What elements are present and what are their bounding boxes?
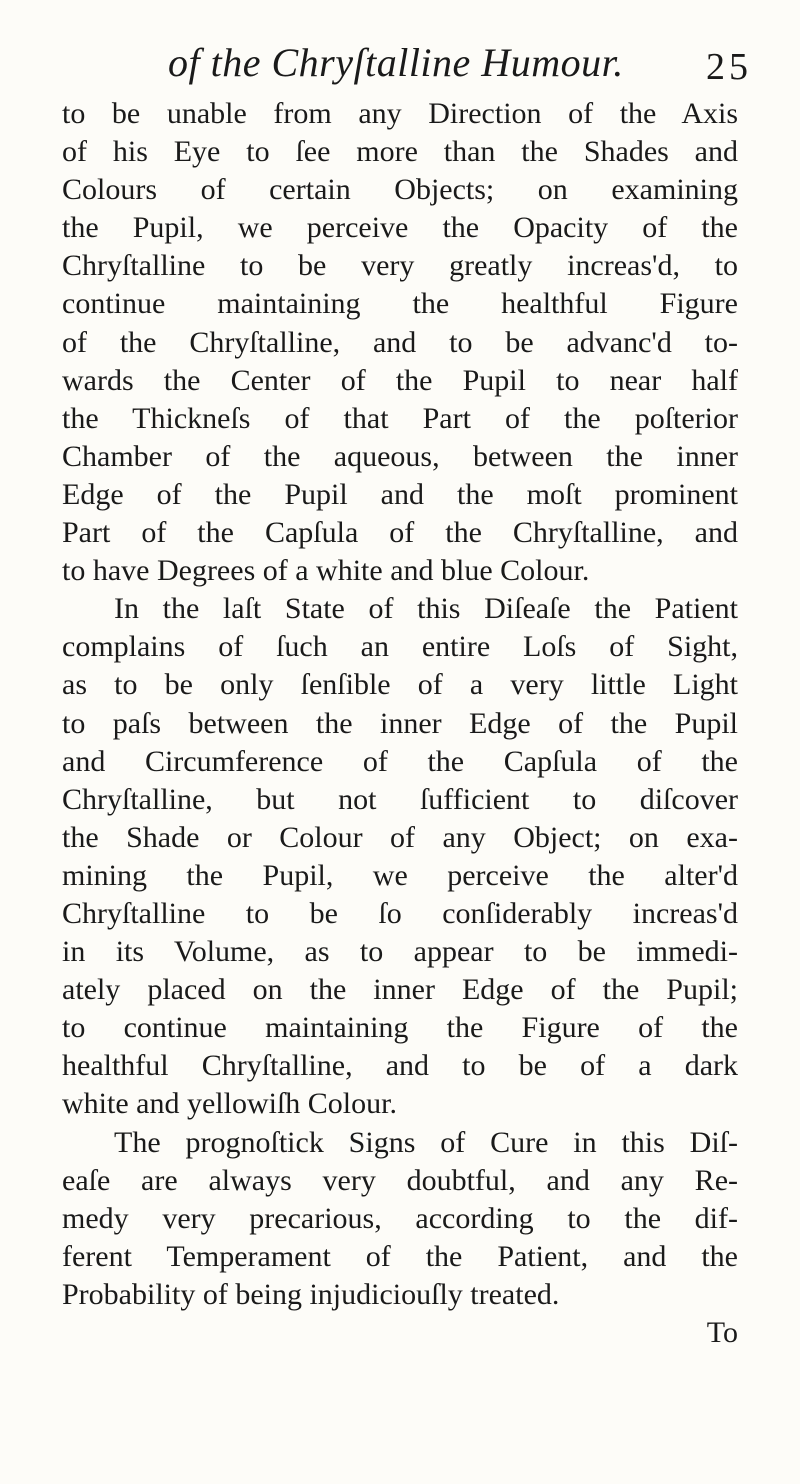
text-line: eaſe are always very doubtful, and any Re- bbox=[62, 1163, 738, 1197]
text-line: in its Volume, as to appear to be immedi- bbox=[62, 935, 738, 969]
text-line: to be unable from any Direction of the Axis bbox=[62, 97, 738, 130]
text-line: healthful Chryſtalline, and to be of a dark bbox=[62, 1049, 738, 1083]
page-number: 25 bbox=[706, 46, 752, 88]
text-line: Chamber of the aqueous, between the inner bbox=[62, 439, 738, 473]
text-line: mining the Pupil, we perceive the alter'd bbox=[62, 858, 738, 892]
paragraph-start-line: In the laſt State of this Diſeaſe the Patient bbox=[114, 592, 738, 626]
text-line: Chryſtalline, but not ſufficient to diſcover bbox=[62, 782, 738, 816]
paragraph-start-line: The prognoſtick Signs of Cure in this Diſ- bbox=[114, 1125, 738, 1159]
text-line: Edge of the Pupil and the moſt prominent bbox=[62, 477, 738, 511]
running-head bbox=[0, 38, 800, 88]
text-line: and Circumference of the Capſula of the bbox=[62, 744, 738, 778]
text-line: continue maintaining the healthful Figure bbox=[62, 287, 738, 321]
text-line: ately placed on the inner Edge of the Pupil; bbox=[62, 973, 738, 1007]
text-line: the Thickneſs of that Part of the poſterior bbox=[62, 401, 738, 435]
text-line: to continue maintaining the Figure of the bbox=[62, 1011, 738, 1045]
text-line: Probability of being injudiciouſly treated. bbox=[62, 1277, 560, 1311]
text-line: of his Eye to ſee more than the Shades and bbox=[62, 135, 738, 169]
running-title: of the Chryſtalline Humour. bbox=[168, 40, 624, 85]
text-line: medy very precarious, according to the dif- bbox=[62, 1201, 738, 1235]
text-line: as to be only ſenſible of a very little Light bbox=[62, 668, 738, 702]
catchword: To bbox=[706, 1316, 738, 1349]
text-line: to have Degrees of a white and blue Colour. bbox=[62, 554, 590, 588]
text-line: Part of the Capſula of the Chryſtalline, and bbox=[62, 516, 738, 550]
text-line: wards the Center of the Pupil to near half bbox=[62, 363, 738, 397]
text-line: the Shade or Colour of any Object; on exa- bbox=[62, 820, 738, 854]
text-line: Chryſtalline to be very greatly increas'd, to bbox=[62, 249, 738, 283]
text-body bbox=[62, 95, 738, 1352]
text-line: ferent Temperament of the Patient, and the bbox=[62, 1239, 738, 1273]
text-line: Chryſtalline to be ſo conſiderably increas'd bbox=[62, 896, 738, 930]
text-line: white and yellowiſh Colour. bbox=[62, 1087, 397, 1121]
text-line: the Pupil, we perceive the Opacity of the bbox=[62, 211, 738, 245]
text-line: Colours of certain Objects; on examining bbox=[62, 173, 738, 207]
text-line: of the Chryſtalline, and to be advanc'd to- bbox=[62, 325, 738, 359]
text-line: complains of ſuch an entire Loſs of Sight, bbox=[62, 630, 738, 664]
text-line: to paſs between the inner Edge of the Pupil bbox=[62, 706, 738, 740]
